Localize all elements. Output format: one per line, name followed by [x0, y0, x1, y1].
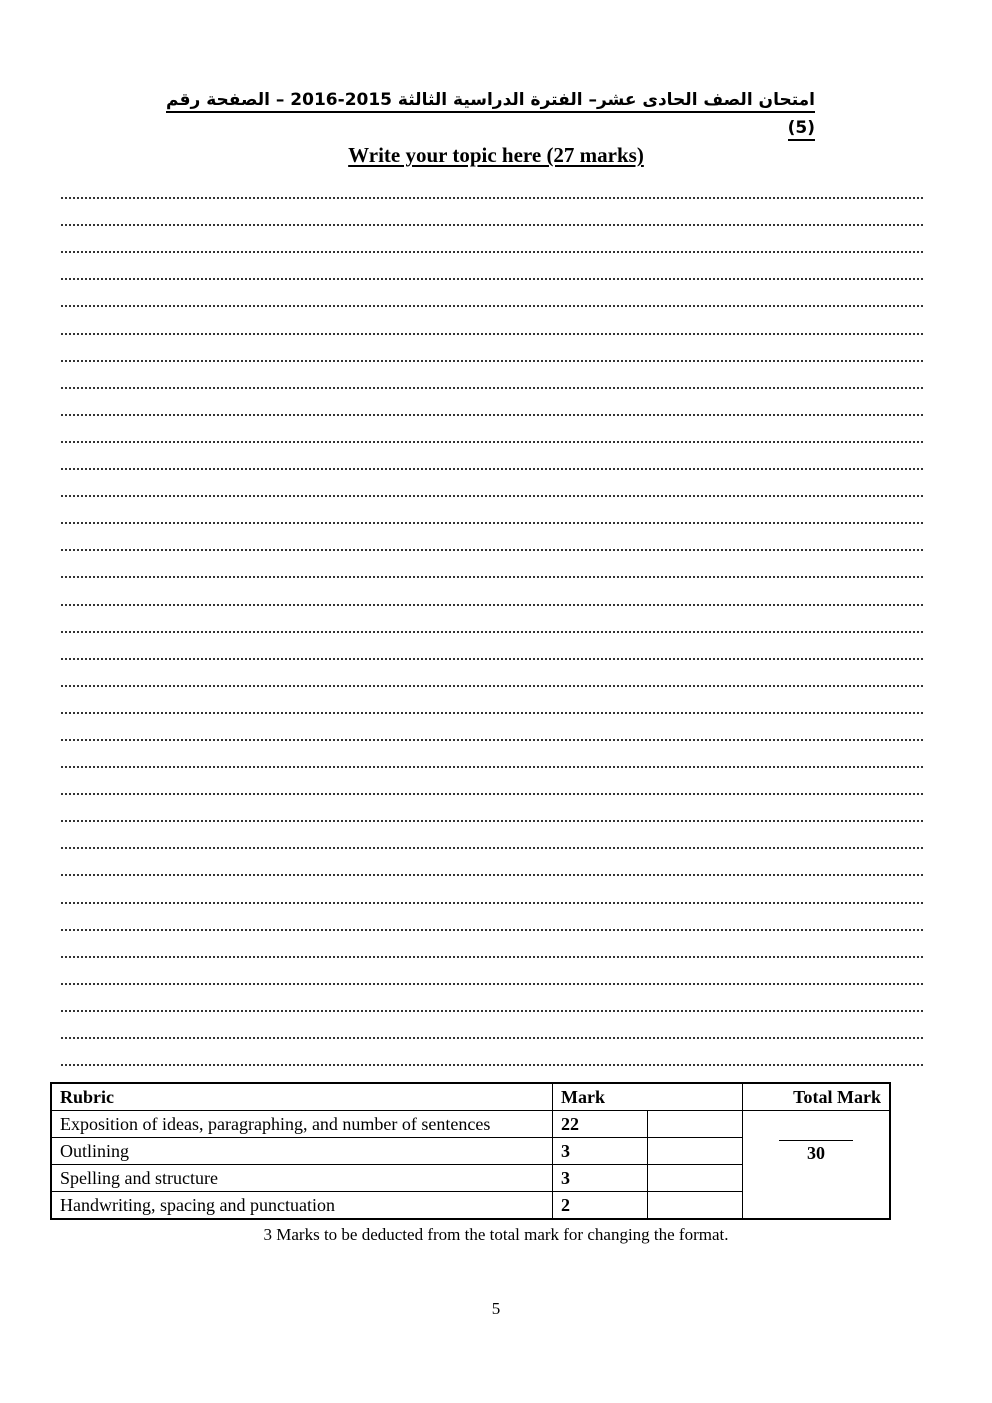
writing-line[interactable]	[61, 416, 923, 443]
total-mark-header: Total Mark	[743, 1083, 891, 1111]
rubric-label: Exposition of ideas, paragraphing, and number of sentences	[51, 1111, 553, 1138]
writing-line[interactable]	[61, 443, 923, 470]
mark-header: Mark	[553, 1083, 743, 1111]
rubric-header: Rubric	[51, 1083, 553, 1111]
rubric-mark: 3	[553, 1165, 648, 1192]
rubric-label: Handwriting, spacing and punctuation	[51, 1192, 553, 1220]
page-number: 5	[491, 1299, 501, 1318]
writing-line[interactable]	[61, 633, 923, 660]
writing-line[interactable]	[61, 741, 923, 768]
score-cell[interactable]	[648, 1192, 743, 1220]
writing-line[interactable]	[61, 335, 923, 362]
writing-line[interactable]	[61, 931, 923, 958]
writing-line[interactable]	[61, 985, 923, 1012]
writing-line[interactable]	[61, 958, 923, 985]
writing-line[interactable]	[61, 307, 923, 334]
rubric-header-row	[51, 1083, 890, 1111]
table-row	[51, 1111, 890, 1138]
total-mark-cell	[743, 1111, 891, 1220]
score-cell[interactable]	[648, 1138, 743, 1165]
writing-line[interactable]	[61, 226, 923, 253]
writing-line[interactable]	[61, 199, 923, 226]
writing-line[interactable]	[61, 253, 923, 280]
rubric-label: Outlining	[51, 1138, 553, 1165]
writing-line[interactable]	[61, 606, 923, 633]
exam-header	[150, 86, 815, 142]
writing-line[interactable]	[61, 578, 923, 605]
writing-line[interactable]	[61, 768, 923, 795]
rubric-label: Spelling and structure	[51, 1165, 553, 1192]
writing-line[interactable]	[61, 849, 923, 876]
writing-line[interactable]	[61, 660, 923, 687]
writing-line[interactable]	[61, 795, 923, 822]
writing-area[interactable]	[61, 172, 923, 1066]
writing-line[interactable]	[61, 1012, 923, 1039]
rubric-mark: 2	[553, 1192, 648, 1220]
rubric-mark: 3	[553, 1138, 648, 1165]
writing-line[interactable]	[61, 551, 923, 578]
writing-line[interactable]	[61, 470, 923, 497]
deduction-note: 3 Marks to be deducted from the total mark for changing the format.	[263, 1225, 729, 1244]
score-cell[interactable]	[648, 1165, 743, 1192]
writing-line[interactable]	[61, 714, 923, 741]
writing-line[interactable]	[61, 389, 923, 416]
writing-line[interactable]	[61, 172, 923, 199]
total-score-line[interactable]	[779, 1140, 853, 1141]
rubric-table	[50, 1082, 891, 1220]
writing-line[interactable]	[61, 687, 923, 714]
writing-line[interactable]	[61, 876, 923, 903]
writing-line[interactable]	[61, 280, 923, 307]
writing-line[interactable]	[61, 362, 923, 389]
score-cell[interactable]	[648, 1111, 743, 1138]
writing-line[interactable]	[61, 1039, 923, 1066]
total-mark-value: 30	[807, 1142, 825, 1163]
writing-line[interactable]	[61, 822, 923, 849]
exam-header-text: امتحان الصف الحادى عشر– الفترة الدراسية الثالثة 2015-2016 – الصفحة رقم (5)	[166, 90, 815, 141]
rubric-mark: 22	[553, 1111, 648, 1138]
writing-line[interactable]	[61, 497, 923, 524]
topic-title	[0, 141, 992, 169]
writing-line[interactable]	[61, 904, 923, 931]
topic-title-text: Write your topic here (27 marks)	[348, 143, 644, 167]
writing-line[interactable]	[61, 524, 923, 551]
